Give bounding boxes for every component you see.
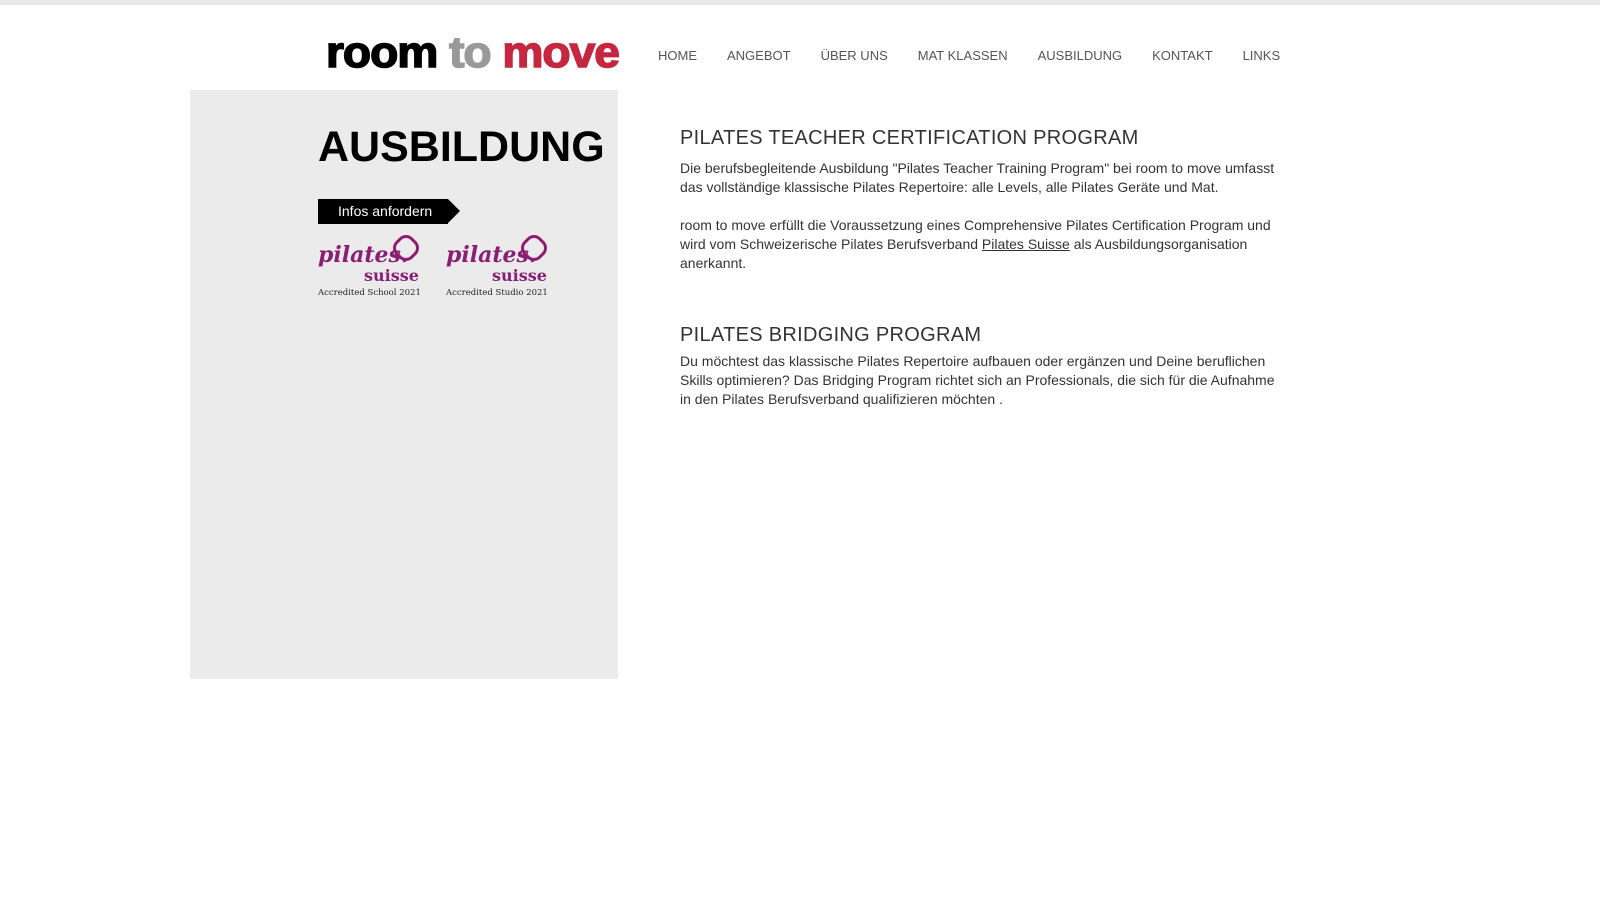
section-teacher-certification: [680, 126, 1280, 273]
pilates-suisse-studio-badge: [446, 236, 566, 302]
section-bridging: [680, 323, 1280, 409]
top-bar: [0, 0, 1600, 5]
nav-ueber-uns[interactable]: ÜBER UNS: [820, 48, 888, 63]
badge-sub: suisse: [492, 266, 547, 285]
logo-to: to: [449, 28, 491, 77]
nav-angebot[interactable]: ANGEBOT: [727, 48, 791, 63]
badge-sub: suisse: [364, 266, 419, 285]
section-text-2: [680, 216, 1280, 273]
nav-links[interactable]: LINKS: [1242, 48, 1281, 63]
main-nav: [658, 48, 1280, 64]
nav-mat-klassen[interactable]: MAT KLASSEN: [917, 48, 1008, 63]
text: als Ausbildungsorganisation anerkannt.: [680, 236, 1248, 271]
logo-move: move: [502, 28, 619, 77]
badge-caption: Accredited School 2021: [318, 288, 421, 298]
badge-brand: pilates.: [446, 242, 537, 268]
nav-home[interactable]: HOME: [658, 48, 697, 63]
logo[interactable]: [326, 28, 619, 78]
pilates-suisse-school-badge: [318, 236, 438, 302]
section-title: PILATES TEACHER CERTIFICATION PROGRAM: [680, 127, 1139, 149]
page-title: AUSBILDUNG: [318, 123, 605, 171]
infos-anfordern-button[interactable]: Infos anfordern: [318, 199, 448, 224]
text: room to move erfüllt die Voraussetzung eines Comprehensive Pilates Certification Program und wird vom Schweizerische Pilates Berufsverband: [680, 217, 1271, 252]
section-text: Du möchtest das klassische Pilates Repertoire aufbauen oder ergänzen und Deine beruflichen Skills optimieren? Das Bridging Program richtet sich an Professionals, die sich für die Aufnahme in den Pilates Berufsverband qualifizieren möchten .: [680, 353, 1275, 407]
nav-kontakt[interactable]: KONTAKT: [1152, 48, 1213, 63]
nav-ausbildung[interactable]: AUSBILDUNG: [1037, 48, 1123, 63]
badge-caption: Accredited Studio 2021: [446, 288, 548, 298]
logo-room: room: [326, 28, 438, 77]
section-text: Die berufsbegleitende Ausbildung "Pilates Teacher Training Program" bei room to move umfasst das vollständige klassische Pilates Repertoire: alle Levels, alle Pilates Geräte und Mat.: [680, 160, 1275, 195]
pilates-suisse-link[interactable]: Pilates Suisse: [981, 236, 1070, 252]
section-title: PILATES BRIDGING PROGRAM: [680, 324, 982, 346]
sidebar-panel: [190, 90, 618, 679]
badge-brand: pilates.: [318, 242, 409, 268]
